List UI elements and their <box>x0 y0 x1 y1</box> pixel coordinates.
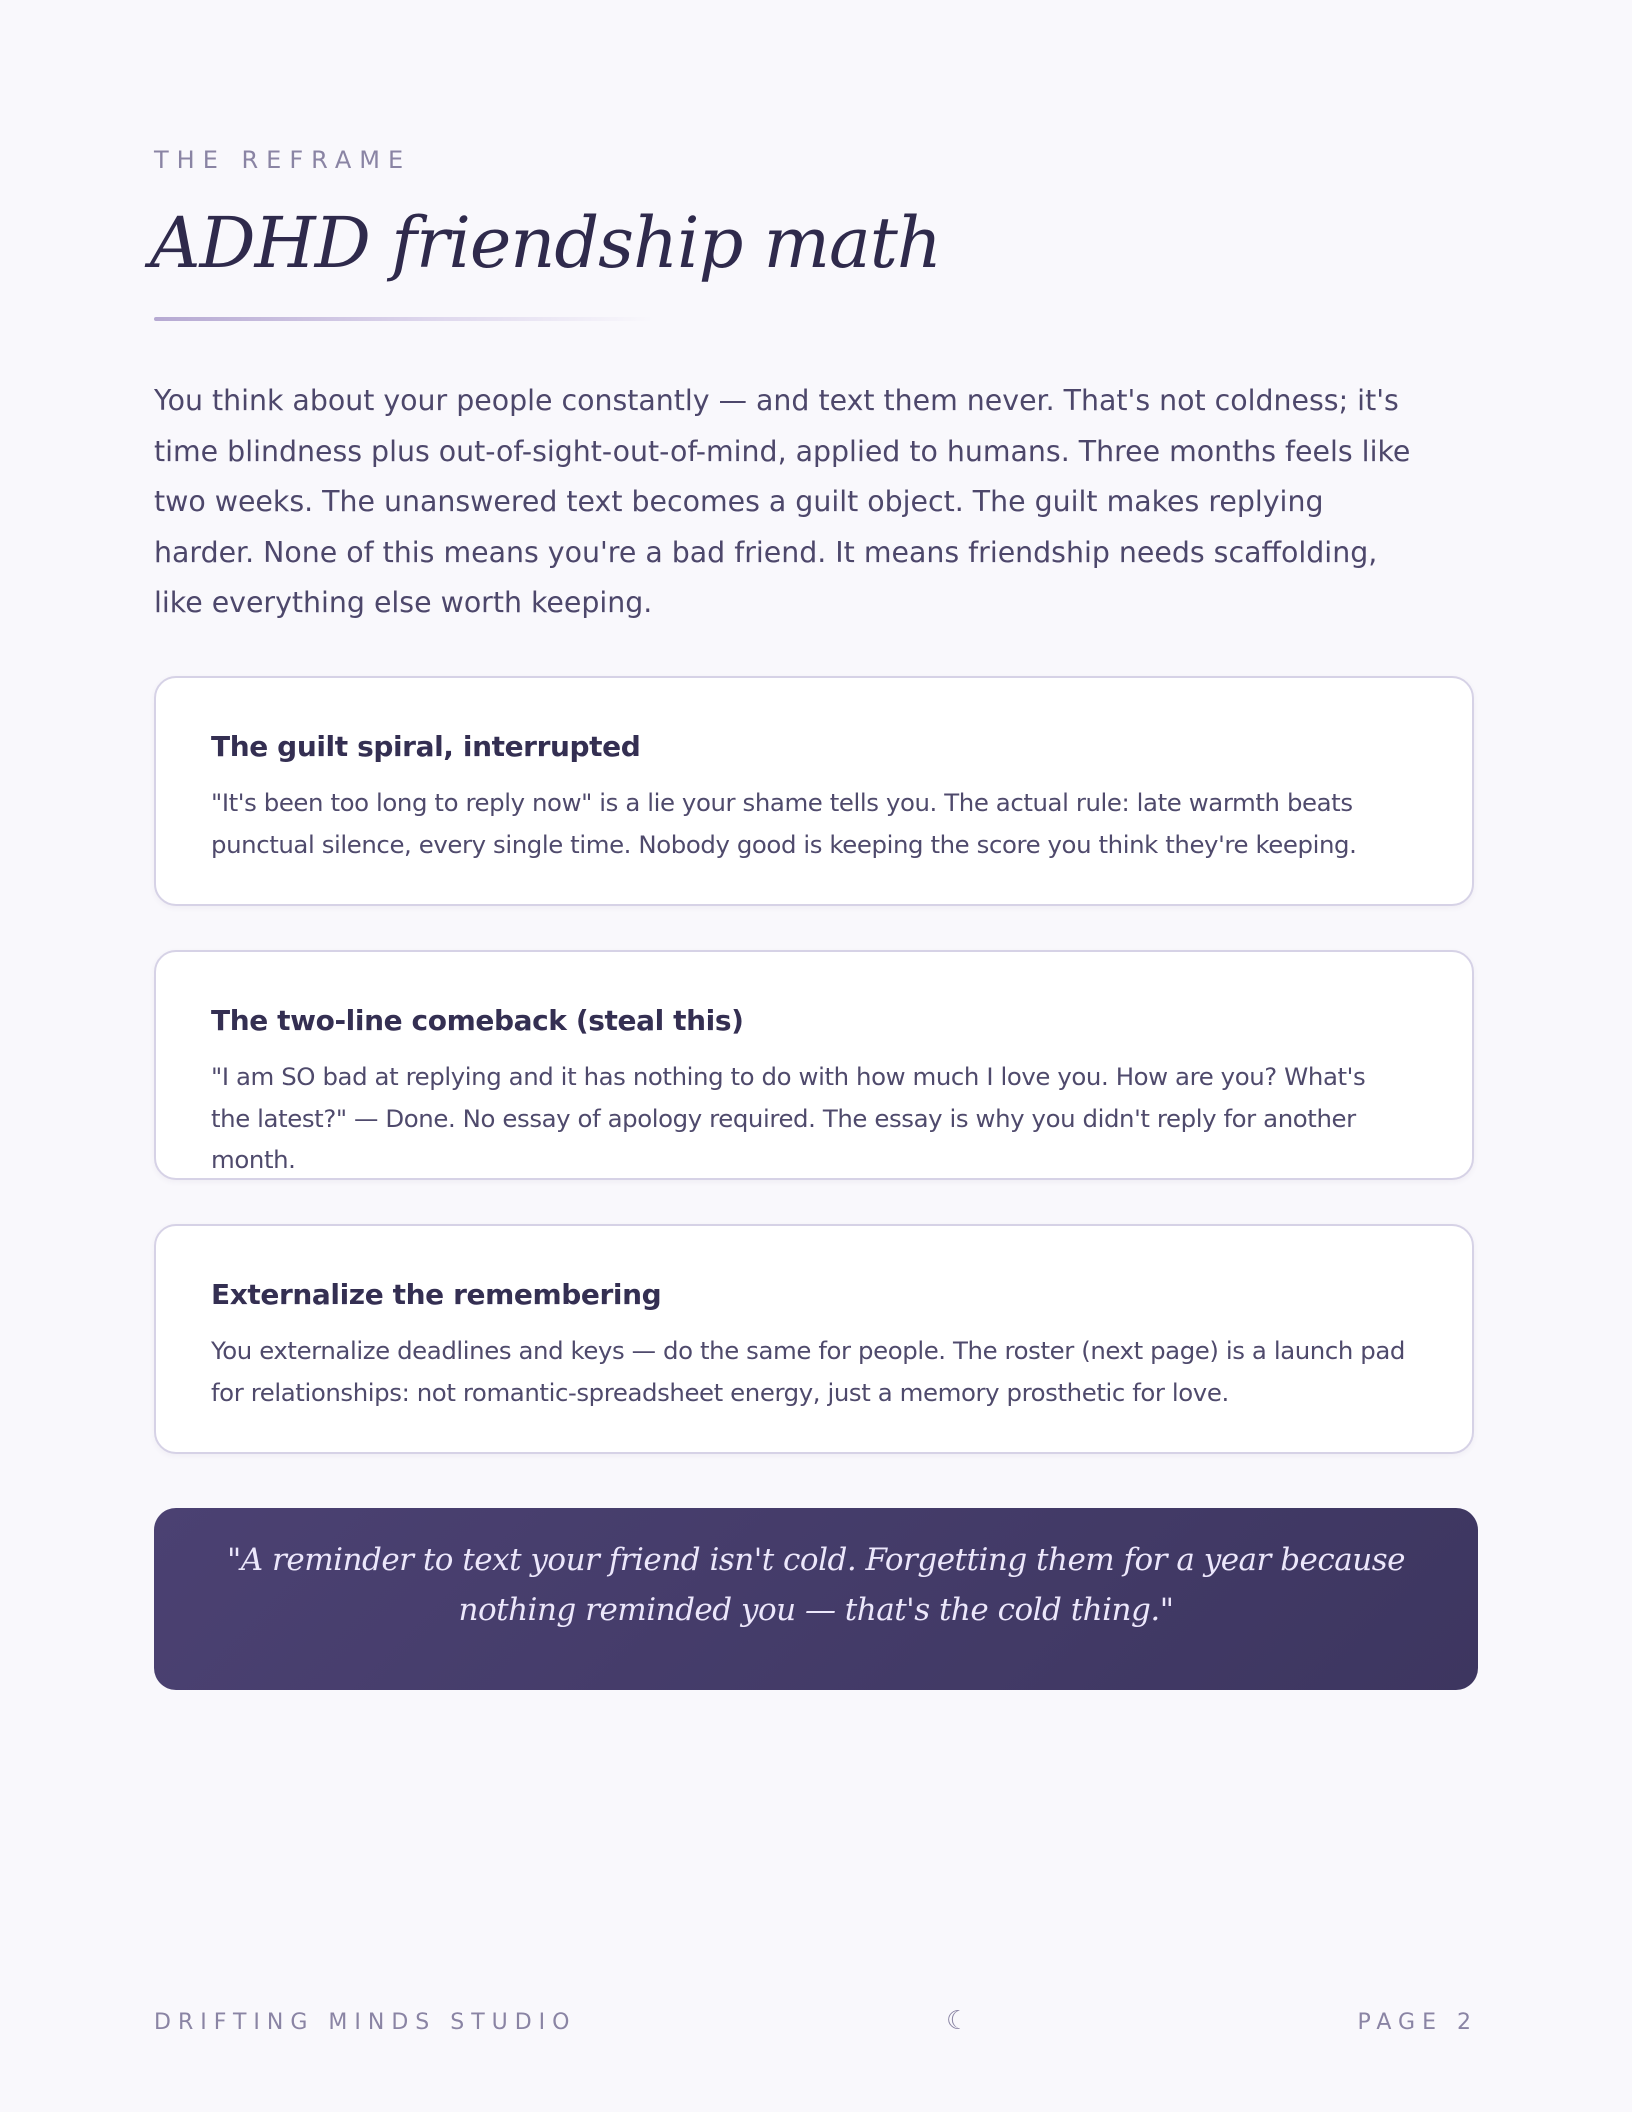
card-body: "I am SO bad at replying and it has nothing to do with how much I love you. How are you? What's the latest?" — Done. No essay of apology required. The essay is why you didn't reply for another month. <box>211 1062 1366 1174</box>
section-eyebrow: THE REFRAME <box>154 146 412 174</box>
footer-page-number: PAGE 2 <box>1357 2010 1478 2035</box>
pull-quote-text: "A reminder to text your friend isn't cold. Forgetting them for a year because nothing reminded you — that's the cold thing." <box>227 1542 1405 1628</box>
card-guilt-spiral <box>154 676 1474 906</box>
card-title: Externalize the remembering <box>211 1278 662 1311</box>
card-body: "It's been too long to reply now" is a lie your shame tells you. The actual rule: late warmth beats punctual silence, every single time. Nobody good is keeping the score you think they're keeping. <box>211 788 1357 859</box>
card-title: The guilt spiral, interrupted <box>211 730 641 763</box>
pull-quote-box <box>154 1508 1478 1690</box>
card-externalize-remembering <box>154 1224 1474 1454</box>
intro-paragraph: You think about your people constantly — and text them never. That's not coldness; it's time blindness plus out-of-sight-out-of-mind, applied to humans. Three months feels like two weeks. The unanswered text becomes a guilt object. The guilt makes replying harder. None of this means you're a bad friend. It means friendship needs scaffolding, like everything else worth keeping. <box>154 384 1411 619</box>
footer-studio-name: DRIFTING MINDS STUDIO <box>154 2010 577 2035</box>
card-two-line-comeback <box>154 950 1474 1180</box>
card-title: The two-line comeback (steal this) <box>211 1004 744 1037</box>
page-title: ADHD friendship math <box>150 202 941 284</box>
card-body: You externalize deadlines and keys — do the same for people. The roster (next page) is a launch pad for relationships: not romantic-spreadsheet energy, just a memory prosthetic for love. <box>211 1336 1405 1407</box>
title-divider <box>154 317 654 321</box>
moon-icon: ☾ <box>946 2006 970 2036</box>
